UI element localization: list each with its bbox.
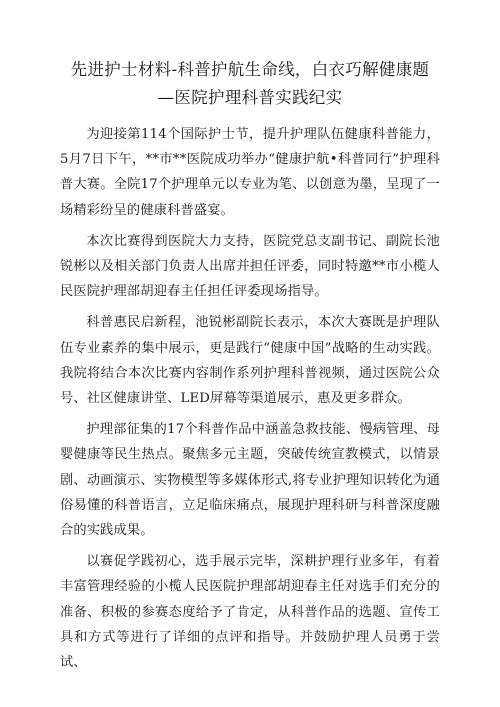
paragraph-4: 护理部征集的17个科普作品中涵盖急救技能、慢病管理、母婴健康等民生热点。聚焦多元主题，突破传统宣教模式，以情景剧、动画演示、实物模型等多媒体形式,将专业护理知识转化为通俗易懂的科普语言，立足临床痛点，展现护理科研与科普深度融合的实践成果。	[60, 422, 440, 539]
paragraph-3: 科普惠民启新程，池锐彬副院长表示，本次大赛既是护理队伍专业素养的集中展示，更是践行“健康中国”战略的生动实践。我院将结合本次比赛内容制作系列护理科普视频，通过医院公众号、社区健康讲堂、LED屏幕等渠道展示，惠及更多群众。	[60, 315, 440, 407]
paragraph-2: 本次比赛得到医院大力支持，医院党总支副书记、副院长池锐彬以及相关部门负责人出席并担任评委，同时特邀**市小榄人民医院护理部胡迎春主任担任评委现场指导。	[60, 233, 440, 300]
paragraph-1: 为迎接第114个国际护士节，提升护理队伍健康科普能力，5月7日下午，**市**医院成功举办“健康护航•科普同行”护理科普大赛。全院17个护理单元以专业为笔、以创意为墨，呈现了一场精彩纷呈的健康科普盛宴。	[60, 127, 440, 218]
paragraph-5: 以赛促学践初心，选手展示完毕，深耕护理行业多年，有着丰富管理经验的小榄人民医院护理部胡迎春主任对选手们充分的准备、积极的参赛态度给予了肯定，从科普作品的选题、宣传工具和方式等进行了详细的点评和指导。并鼓励护理人员勇于尝试、	[60, 554, 440, 671]
title-line-2: —医院护理科普实践纪实	[157, 88, 343, 107]
document-title	[60, 56, 440, 112]
title-line-1: 先进护士材料-科普护航生命线，白衣巧解健康题	[70, 60, 430, 79]
